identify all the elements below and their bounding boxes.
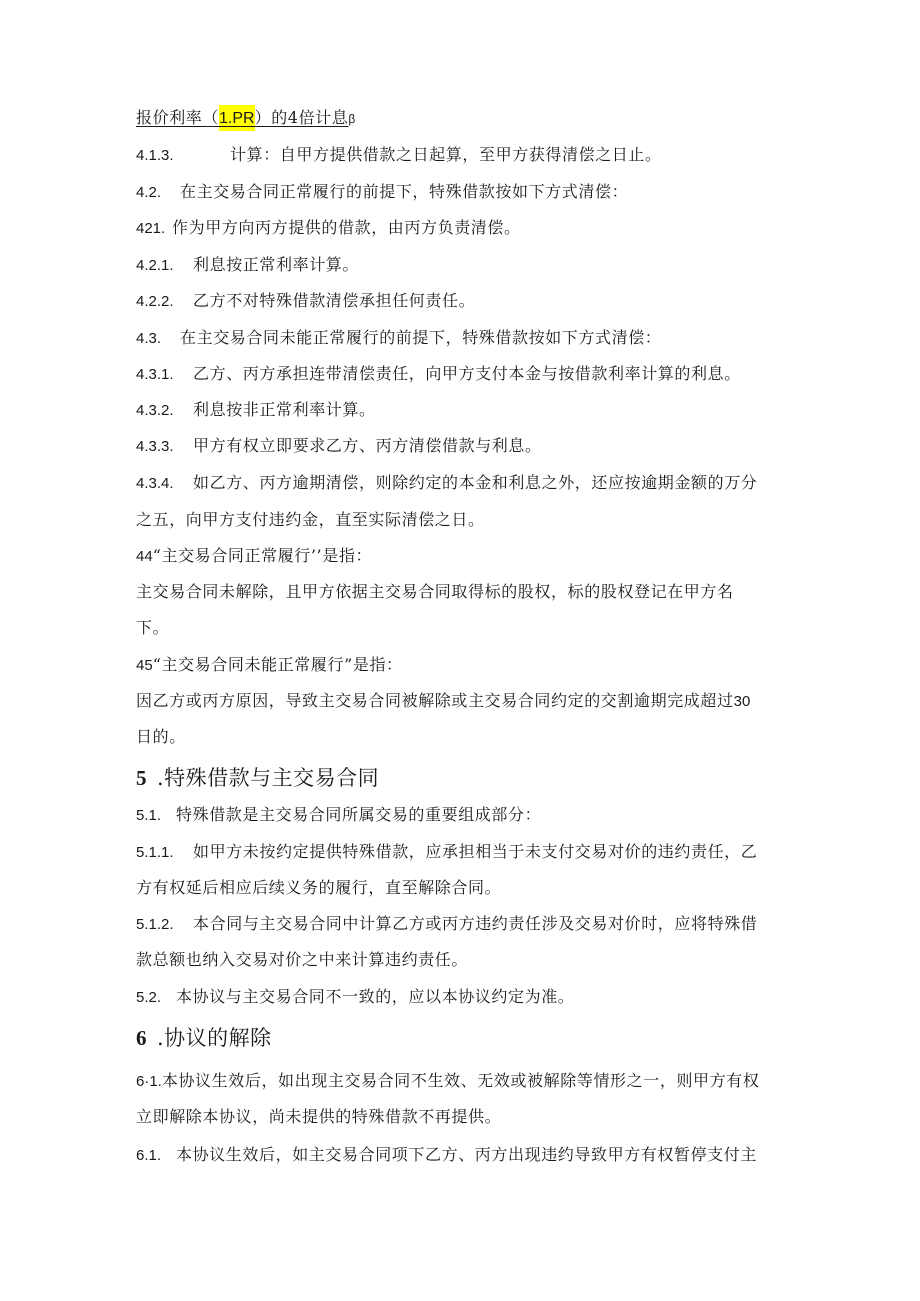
- rate-text-after: ）的4倍计息: [254, 108, 349, 127]
- highlighted-lpr: 1.PR: [219, 105, 255, 131]
- clause-4-3-3: [136, 436, 542, 457]
- clause-text: 甲方有权立即要求乙方、丙方清偿借款与利息。: [193, 436, 542, 455]
- clause-4-5-body: [136, 691, 750, 712]
- clause-5-2: [136, 987, 574, 1008]
- clause-4-5: [136, 655, 403, 676]
- clause-text: 乙方、丙方承担连带清偿责任，向甲方支付本金与按借款利率计算的利息。: [193, 364, 741, 383]
- clause-6-1-b: [136, 1145, 757, 1166]
- section-heading-6: [136, 1025, 272, 1051]
- clause-number: 4.2.2.: [136, 293, 174, 310]
- clause-number-inline: 30: [733, 693, 751, 710]
- clause-4-2-1: [136, 255, 359, 276]
- clause-number: 4.3.2.: [136, 402, 174, 419]
- clause-4-3-4: [136, 473, 757, 494]
- clause-4-3: [136, 328, 661, 349]
- clause-4-5-body-continuation: [136, 727, 186, 747]
- clause-4-3-2: [136, 400, 376, 421]
- clause-text: 日的。: [136, 727, 186, 746]
- rate-continuation-line: [136, 108, 356, 129]
- clause-number: 5.1.: [136, 807, 162, 824]
- clause-4-4-body: [136, 582, 734, 602]
- clause-number: 5.1.2.: [136, 916, 174, 933]
- clause-5-1-2: [136, 914, 757, 935]
- clause-text: 本协议生效后，如出现主交易合同不生效、无效或被解除等情形之一，则甲方有权: [161, 1071, 760, 1090]
- section-number: 5: [136, 766, 147, 790]
- clause-text: 方有权延后相应后续义务的履行，直至解除合同。: [136, 878, 502, 897]
- clause-4-2-1-a: [136, 218, 521, 239]
- clause-number: 45: [136, 657, 153, 674]
- clause-number: 4.1.3.: [136, 147, 174, 164]
- clause-5-1-1-continuation: [136, 878, 501, 898]
- clause-4-1-3: [136, 145, 662, 166]
- clause-text: 乙方不对特殊借款清偿承担任何责任。: [193, 291, 476, 310]
- clause-number: 4.3.3.: [136, 438, 174, 455]
- clause-text: 本协议生效后，如主交易合同项下乙方、丙方出现违约导致甲方有权暂停支付主: [176, 1145, 758, 1164]
- underlined-rate-text: [136, 108, 348, 127]
- section-number: 6: [136, 1026, 147, 1050]
- clause-number: 4.3.4.: [136, 475, 174, 492]
- clause-text: 主交易合同未解除，且甲方依据主交易合同取得标的股权，标的股权登记在甲方名: [136, 582, 734, 601]
- clause-4-3-1: [136, 364, 741, 385]
- clause-text: 款总额也纳入交易对价之中来计算违约责任。: [136, 950, 469, 969]
- rate-text-before: 报价利率（: [136, 108, 220, 127]
- section-title: .特殊借款与主交易合同: [157, 766, 380, 790]
- clause-text: 特殊借款是主交易合同所属交易的重要组成部分：: [176, 805, 542, 824]
- clause-number: 4.3.: [136, 330, 162, 347]
- clause-number: 44: [136, 548, 153, 565]
- clause-number: 6·1.: [136, 1073, 162, 1090]
- clause-5-1: [136, 805, 541, 826]
- clause-number: 5.1.1.: [136, 844, 174, 861]
- clause-6-1-a: [136, 1071, 759, 1092]
- clause-text: 本合同与主交易合同中计算乙方或丙方违约责任涉及交易对价时，应将特殊借: [193, 914, 758, 933]
- clause-number: 4.2.1.: [136, 257, 174, 274]
- clause-text: 在主交易合同未能正常履行的前提下，特殊借款按如下方式清偿：: [180, 328, 662, 347]
- clause-4-2-2: [136, 291, 475, 312]
- clause-4-4-body-continuation: [136, 618, 169, 638]
- section-title: .协议的解除: [157, 1026, 272, 1050]
- clause-text: 利息按非正常利率计算。: [193, 400, 376, 419]
- clause-number: 4.2.: [136, 184, 162, 201]
- clause-text: 作为甲方向丙方提供的借款，由丙方负责清偿。: [172, 218, 521, 237]
- clause-text: 本协议与主交易合同不一致的，应以本协议约定为准。: [176, 987, 575, 1006]
- clause-6-1-a-continuation: [136, 1107, 501, 1127]
- clause-text: 因乙方或丙方原因，导致主交易合同被解除或主交易合同约定的交割逾期完成超过: [136, 691, 734, 710]
- clause-text: 之五，向甲方支付违约金，直至实际清偿之日。: [136, 510, 485, 529]
- stray-mark: β: [348, 112, 356, 126]
- clause-text: “主交易合同未能正常履行”是指：: [152, 655, 403, 674]
- clause-text: “主交易合同正常履行’’是指：: [152, 546, 373, 565]
- clause-4-2: [136, 182, 628, 203]
- clause-number: 421.: [136, 220, 166, 237]
- clause-number: 5.2.: [136, 989, 162, 1006]
- clause-5-1-2-continuation: [136, 950, 468, 970]
- clause-text: 下。: [136, 618, 170, 637]
- clause-text: 立即解除本协议，尚未提供的特殊借款不再提供。: [136, 1107, 502, 1126]
- clause-4-4: [136, 546, 372, 567]
- clause-text: 如甲方未按约定提供特殊借款，应承担相当于未支付交易对价的违约责任，乙: [193, 842, 758, 861]
- clause-number: 4.3.1.: [136, 366, 174, 383]
- section-heading-5: [136, 765, 379, 791]
- clause-number: 6.1.: [136, 1147, 162, 1164]
- clause-5-1-1: [136, 842, 757, 863]
- clause-text: 在主交易合同正常履行的前提下，特殊借款按如下方式清偿：: [180, 182, 629, 201]
- clause-text: 计算：自甲方提供借款之日起算，至甲方获得清偿之日止。: [230, 145, 662, 164]
- clause-4-3-4-continuation: [136, 510, 485, 530]
- clause-text: 如乙方、丙方逾期清偿，则除约定的本金和利息之外，还应按逾期金额的万分: [193, 473, 758, 492]
- clause-text: 利息按正常利率计算。: [193, 255, 360, 274]
